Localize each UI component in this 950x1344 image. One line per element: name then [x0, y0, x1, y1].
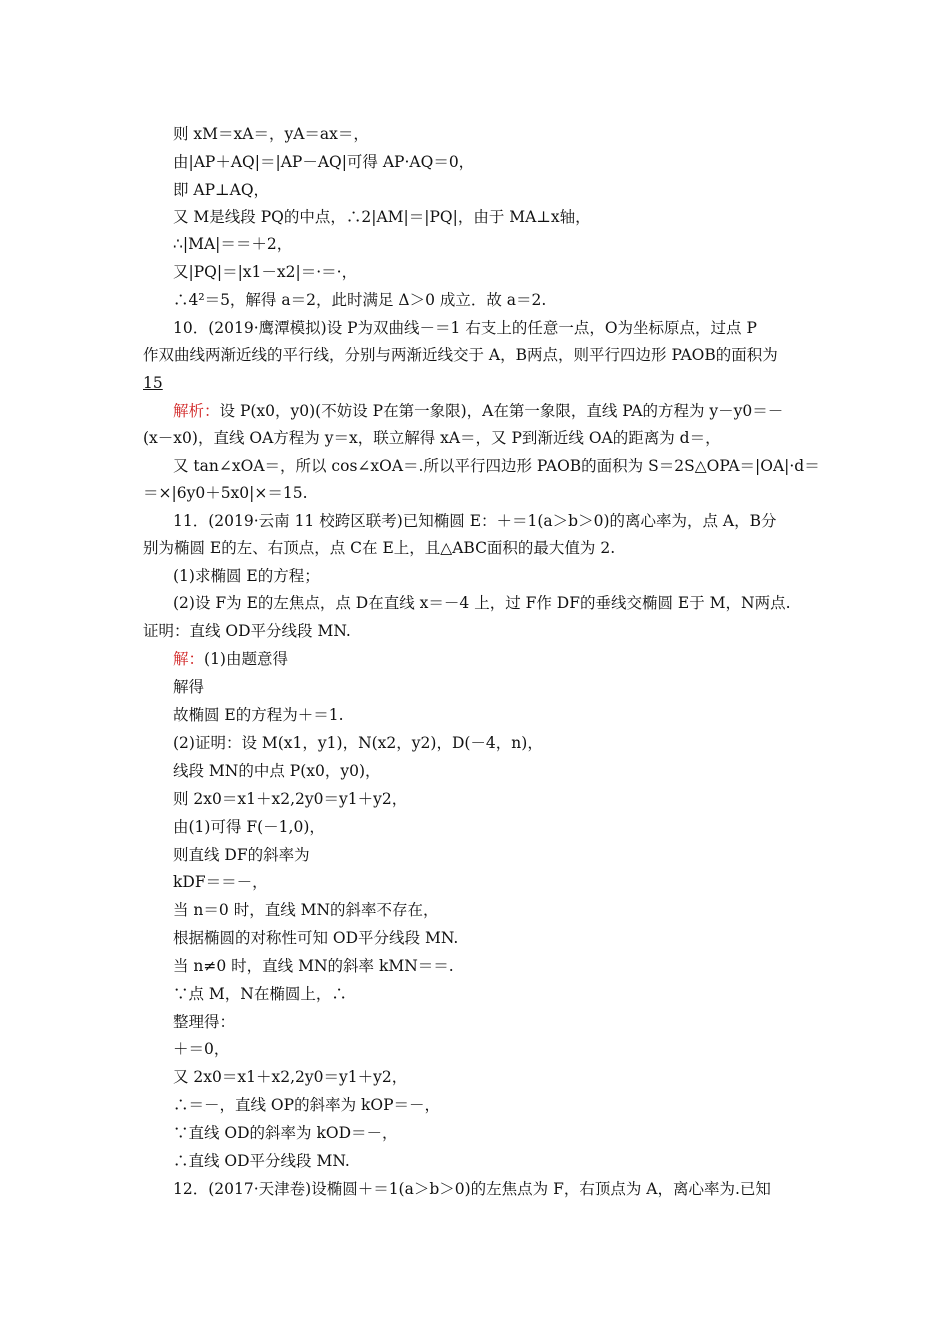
- question-part-2: (2)设 F为 E的左焦点，点 D在直线 x＝－4 上，过 F作 DF的垂线交椭圆 E于 M，N两点.: [173, 594, 791, 612]
- solution-line: [173, 401, 783, 421]
- text-line: ∴4²＝5，解得 a＝2，此时满足 Δ＞0 成立．故 a＝2.: [173, 291, 547, 309]
- text-line: ∴|MA|＝＝＋2，: [173, 235, 293, 253]
- answer-value: 15: [143, 374, 163, 392]
- solution-line: ∵点 M，N在椭圆上，∴: [173, 985, 347, 1003]
- solution-line: 又 tan∠xOA＝，所以 cos∠xOA＝.所以平行四边形 PAOB的面积为 S＝2S△OPA＝|OA|·d＝: [173, 457, 820, 475]
- solution-line: kDF＝＝－，: [173, 873, 268, 891]
- solution-line: 则 2x0＝x1＋x2,2y0＝y1＋y2，: [173, 790, 408, 808]
- solution-line: (x－x0)，直线 OA方程为 y＝x，联立解得 xA＝，又 P到渐近线 OA的距离为 d＝，: [143, 429, 721, 447]
- solution-line: 又 2x0＝x1＋x2,2y0＝y1＋y2，: [173, 1068, 408, 1086]
- solution-text: (1)由题意得: [204, 650, 288, 668]
- solution-line: [173, 649, 288, 669]
- solution-line: (2)证明：设 M(x1，y1)，N(x2，y2)，D(－4，n)，: [173, 734, 543, 752]
- problem-12-line: 12．(2017·天津卷)设椭圆＋＝1(a＞b＞0)的左焦点为 F，右顶点为 A，离心率为.已知: [173, 1180, 771, 1198]
- text-line: 又|PQ|＝|x1－x2|＝·＝·，: [173, 263, 358, 281]
- solution-text: 设 P(x0，y0)(不妨设 P在第一象限)，A在第一象限，直线 PA的方程为 y－y0＝－: [219, 402, 784, 420]
- solution-line: 故椭圆 E的方程为＋＝1.: [173, 706, 344, 724]
- problem-11-line: 11．(2019·云南 11 校跨区联考)已知椭圆 E：＋＝1(a＞b＞0)的离心率为，点 A，B分: [173, 512, 777, 530]
- solution-label: 解：: [173, 650, 205, 668]
- text-line: 则 xM＝xA＝，yA＝ax＝，: [173, 125, 369, 143]
- solution-line: 根据椭圆的对称性可知 OD平分线段 MN.: [173, 929, 459, 947]
- solution-line: ∴＝－，直线 OP的斜率为 kOP＝－，: [173, 1096, 441, 1114]
- solution-line: 整理得：: [173, 1013, 236, 1031]
- problem-10-line: 10．(2019·鹰潭模拟)设 P为双曲线－＝1 右支上的任意一点，O为坐标原点，过点 P: [173, 319, 757, 337]
- solution-line: ＝×|6y0＋5x0|×＝15.: [143, 484, 308, 502]
- solution-line: 线段 MN的中点 P(x0，y0)，: [173, 762, 381, 780]
- problem-10-line: 作双曲线两渐近线的平行线，分别与两渐近线交于 A，B两点，则平行四边形 PAOB的面积为: [143, 346, 778, 364]
- solution-line: 则直线 DF的斜率为: [173, 846, 310, 864]
- text-line: 即 AP⊥AQ，: [173, 181, 270, 199]
- question-part-2: 证明：直线 OD平分线段 MN.: [143, 622, 351, 640]
- solution-label: 解析：: [173, 402, 220, 420]
- solution-line: 解得: [173, 678, 205, 696]
- question-part-1: (1)求椭圆 E的方程；: [173, 567, 320, 585]
- solution-line: 当 n≠0 时，直线 MN的斜率 kMN＝＝.: [173, 957, 454, 975]
- problem-11-line: 别为椭圆 E的左、右顶点，点 C在 E上，且△ABC面积的最大值为 2.: [143, 539, 616, 557]
- text-line: 由|AP＋AQ|＝|AP－AQ|可得 AP·AQ＝0，: [173, 153, 475, 171]
- solution-line: ∵直线 OD的斜率为 kOD＝－，: [173, 1124, 398, 1142]
- solution-line: 由(1)可得 F(－1,0)，: [173, 818, 325, 836]
- text-line: 又 M是线段 PQ的中点，∴2|AM|＝|PQ|，由于 MA⊥x轴，: [173, 208, 591, 226]
- solution-line: ∴直线 OD平分线段 MN.: [173, 1152, 350, 1170]
- solution-line: ＋＝0，: [173, 1040, 230, 1058]
- solution-line: 当 n＝0 时，直线 MN的斜率不存在，: [173, 901, 439, 919]
